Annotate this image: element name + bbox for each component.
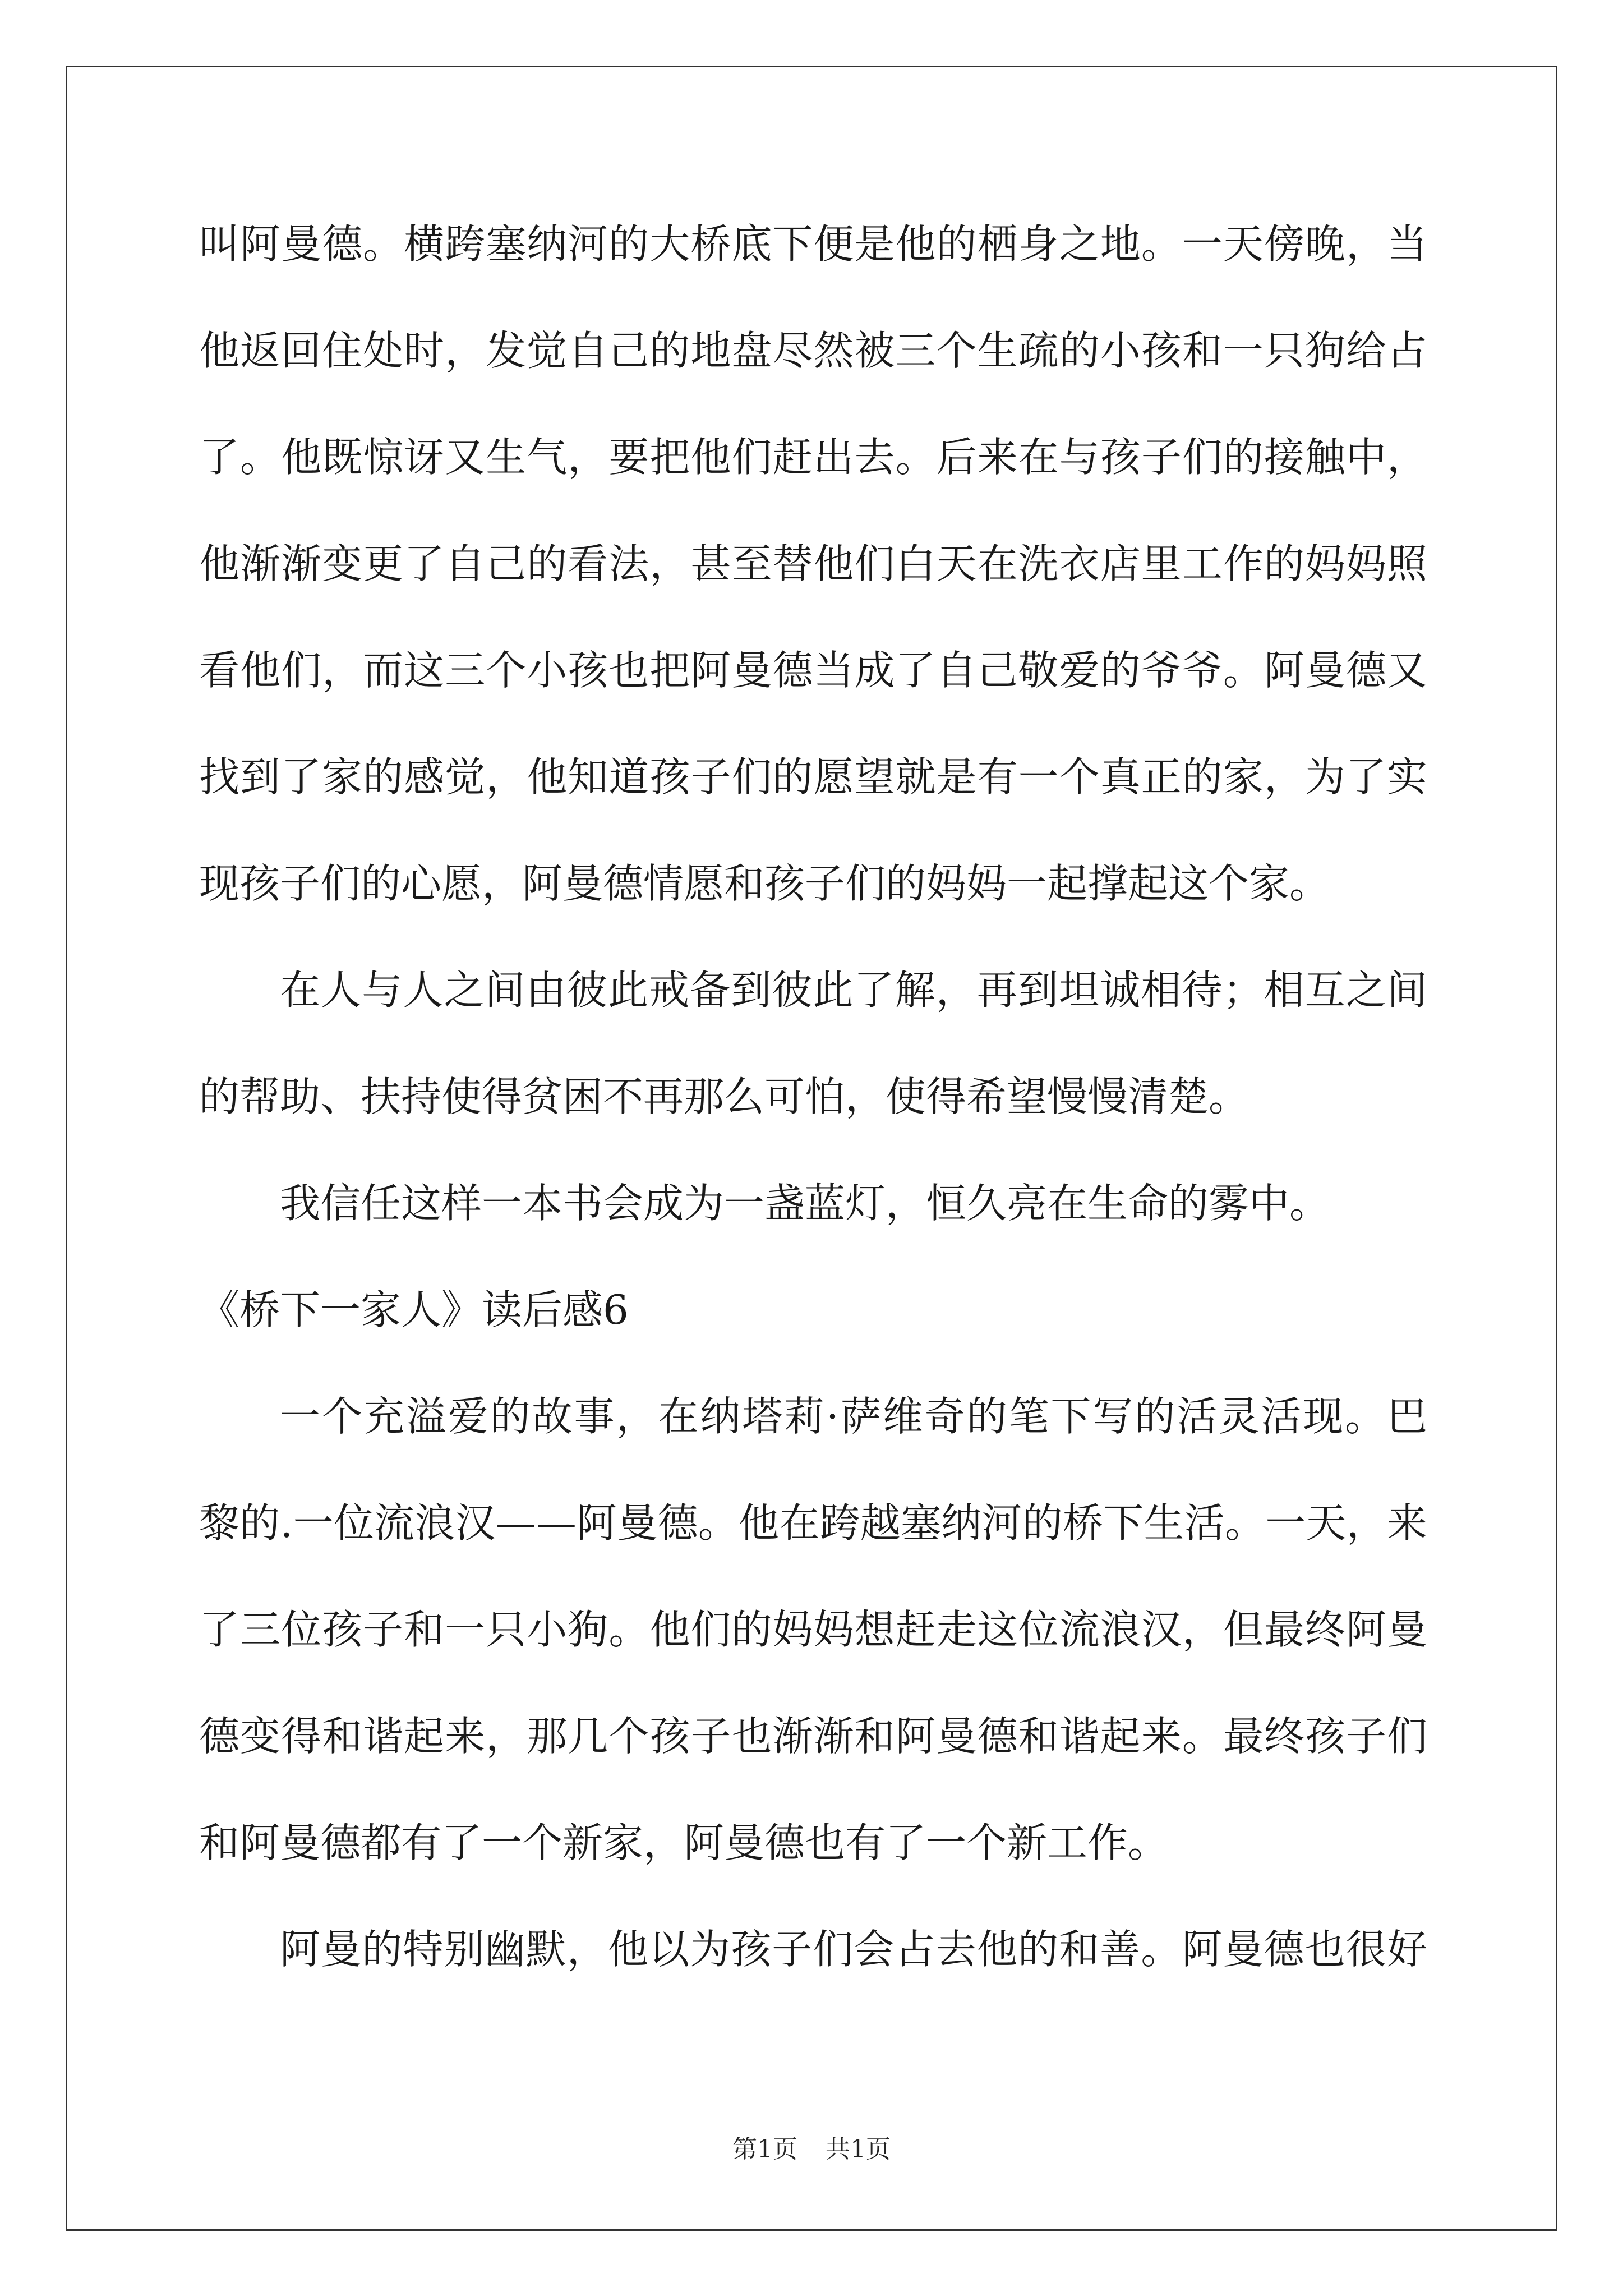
text-line: 在人与人之间由彼此戒备到彼此了解，再到坦诚相待；相互之间 <box>280 967 1427 1014</box>
text-line: 阿曼的特别幽默，他以为孩子们会占去他的和善。阿曼德也很好 <box>280 1926 1427 1973</box>
text-line: 他渐渐变更了自己的看法，甚至替他们白天在洗衣店里工作的妈妈照 <box>199 540 1427 587</box>
text-line: 叫阿曼德。横跨塞纳河的大桥底下便是他的栖身之地。一天傍晚，当 <box>199 220 1427 268</box>
text-line: 黎的.一位流浪汉——阿曼德。他在跨越塞纳河的桥下生活。一天，来 <box>199 1499 1427 1547</box>
text-line: 现孩子们的心愿，阿曼德情愿和孩子们的妈妈一起撑起这个家。 <box>199 860 1330 907</box>
text-line: 一个充溢爱的故事，在纳塔莉·萨维奇的笔下写的活灵活现。巴 <box>280 1393 1427 1440</box>
section-heading: 《桥下一家人》读后感6 <box>199 1286 629 1333</box>
page-footer <box>0 2129 1623 2165</box>
text-line: 的帮助、扶持使得贫困不再那么可怕，使得希望慢慢清楚。 <box>199 1073 1249 1120</box>
text-line: 看他们，而这三个小孩也把阿曼德当成了自己敬爱的爷爷。阿曼德又 <box>199 647 1427 694</box>
text-line: 我信任这样一本书会成为一盏蓝灯，恒久亮在生命的雾中。 <box>280 1180 1330 1227</box>
text-line: 和阿曼德都有了一个新家，阿曼德也有了一个新工作。 <box>199 1819 1169 1866</box>
document-body <box>199 213 1427 2025</box>
text-line: 德变得和谐起来，那几个孩子也渐渐和阿曼德和谐起来。最终孩子们 <box>199 1713 1427 1760</box>
page-number: 第1页 <box>732 2135 797 2164</box>
page-total: 共1页 <box>826 2135 891 2164</box>
text-line: 了。他既惊讶又生气，要把他们赶出去。后来在与孩子们的接触中， <box>199 434 1427 481</box>
text-line: 找到了家的感觉，他知道孩子们的愿望就是有一个真正的家，为了实 <box>199 753 1427 800</box>
text-line: 他返回住处时，发觉自己的地盘尽然被三个生疏的小孩和一只狗给占 <box>199 327 1427 374</box>
text-line: 了三位孩子和一只小狗。他们的妈妈想赶走这位流浪汉，但最终阿曼 <box>199 1606 1427 1653</box>
